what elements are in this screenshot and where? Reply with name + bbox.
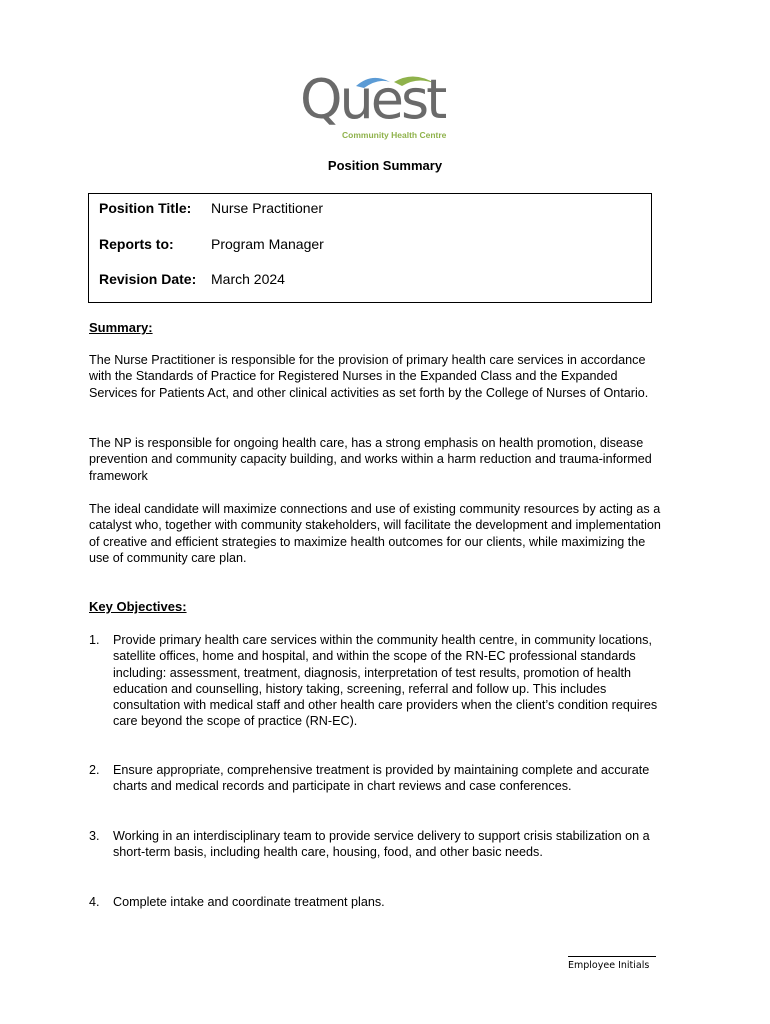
summary-heading: Summary: — [89, 320, 153, 335]
list-item-text: Complete intake and coordinate treatment plans. — [113, 895, 385, 909]
list-item — [89, 894, 669, 910]
document-title: Position Summary — [327, 158, 443, 173]
list-item-text: Ensure appropriate, comprehensive treatment is provided by maintaining complete and accurate charts and medical records and participate in chart reviews and case conferences. — [113, 763, 650, 794]
key-objectives-heading: Key Objectives: — [89, 599, 187, 614]
position-title-row — [99, 200, 323, 216]
position-title-label: Position Title: — [99, 200, 192, 216]
signature-line — [568, 956, 656, 957]
list-item-number: 4. — [89, 895, 100, 909]
list-item-text: Provide primary health care services within the community health centre, in community locations, satellite offices, home and hospital, and within the scope of the RN-EC professional standards including: assessment, treatment, diagnosis, interpretation of test results, promotion of health education and counselling, history taking, screening, referral and follow up. This includes consultation with medical staff and other health care providers when the client’s condition requires care beyond the scope of practice (RN-EC). — [113, 633, 658, 729]
revision-date-row — [99, 271, 285, 287]
summary-paragraph: The Nurse Practitioner is responsible for the provision of primary health care services in accordance with the Standards of Practice for Registered Nurses in the Expanded Class and the Expanded Services for Patients Act, and other clinical activities as set forth by the College of Nurses of Ontario. — [89, 353, 649, 400]
list-item-number: 3. — [89, 829, 100, 843]
summary-paragraph: The NP is responsible for ongoing health care, has a strong emphasis on health promotion, disease prevention and community capacity building, and works within a harm reduction and trauma-informed framework — [89, 436, 652, 483]
list-item-text: Working in an interdisciplinary team to provide service delivery to support crisis stabilization on a short-term basis, including health care, housing, food, and other basic needs. — [113, 829, 650, 860]
logo-subtitle: Community Health Centre — [342, 130, 447, 140]
position-info-box — [88, 193, 652, 303]
reports-to-label: Reports to: — [99, 236, 174, 252]
list-item-number: 1. — [89, 633, 100, 647]
employee-initials-field — [568, 956, 658, 971]
list-item — [89, 762, 669, 795]
employee-initials-label: Employee Initials — [568, 960, 650, 971]
summary-paragraph: The ideal candidate will maximize connections and use of existing community resources by acting as a catalyst who, together with community stakeholders, will facilitate the development and implementation of creative and efficient strategies to maximize health outcomes for our clients, while maximizing the use of community care plan. — [89, 502, 661, 565]
logo-wordmark: Quest — [300, 68, 445, 131]
list-item-number: 2. — [89, 763, 100, 777]
list-item — [89, 828, 669, 861]
reports-to-value: Program Manager — [211, 236, 324, 252]
revision-date-value: March 2024 — [211, 271, 285, 287]
quest-logo — [298, 68, 450, 144]
position-title-value: Nurse Practitioner — [211, 200, 324, 216]
revision-date-label: Revision Date: — [99, 271, 197, 287]
reports-to-row — [99, 236, 324, 252]
list-item — [89, 632, 669, 730]
